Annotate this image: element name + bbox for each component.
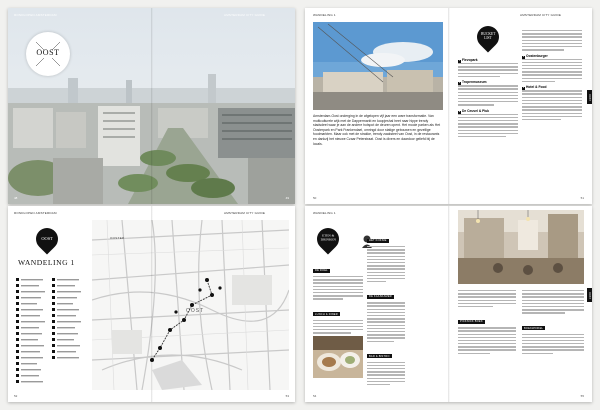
legend-entries [16,278,86,390]
spread-wandeling-map[interactable] [8,206,295,402]
running-header-right: AMSTERDAM CITY GUIDE [520,13,562,17]
section-tag: HET KOKSIE [369,239,387,242]
spread-eten-drinken[interactable] [305,206,592,402]
entry-number: 3 [522,55,525,58]
bucket-list-label: BUCKET LIST [481,32,496,40]
food-photo [313,336,363,378]
restaurant-interior-photo [458,210,584,284]
section-tag: LUNCH & DINER [315,312,338,316]
eten-drinken-label: ETEN & DRINKEN [320,234,336,242]
page-gutter [151,8,153,204]
right-page [450,206,592,402]
column-right-a [458,290,516,356]
entry-title: Flevopark [462,58,478,62]
running-header-left: WANDELING 1 [313,13,336,17]
page-number-right: 49 [285,196,289,200]
entry-number: 4 [458,110,461,113]
oost-pin-label: OOST [41,235,53,241]
left-page [8,206,88,402]
legend-list [16,278,86,395]
page-number-right: 55 [580,394,584,398]
entry-title: Oostenburger [526,53,548,58]
page-number-left: 50 [313,196,317,200]
eten-drinken-pin [312,223,343,254]
page-number-left: 52 [14,394,18,398]
badge-label: OOST [36,48,60,57]
oost-badge [26,32,70,76]
section-tag: DE KAASKAMER [369,295,392,299]
running-header-left: WANDELING 1 [313,211,336,215]
walking-route-map[interactable] [92,220,289,390]
spread-oost-intro[interactable] [305,8,592,204]
street-label: OOSTER [110,236,125,240]
intro-text: Amsterdam-Oost onderging in de afgelopen vijf jaar een ware transformatie. Van multiculturele wijk met de Dappermarkt en koopjeshal heet naar hippe trendy stadsdeel waar je aan de andere hotspot de deuren opent. Het mooie parken als Het Oosterpark en Park Frankendael, omringd door statige gebouwen en gezellige foodmarkten. Maar ook met de strakke, trendy zaaksteel van Oost, in de restaurants en dankzij het nieuwe Czaar Peterstraat. Oost is divers en daardoor geliefd bij de locals. [313,114,441,146]
column-mid [367,228,405,387]
running-header-right: AMSTERDAM CITY GUIDE [224,211,266,215]
street-label: OOST [186,308,205,314]
column-left [313,258,363,335]
bucket-list-pin [472,21,503,52]
spread-oost-cityscape[interactable] [8,8,295,204]
right-page [450,8,592,204]
section-tab: OOST [587,288,592,302]
walk-title: WANDELING 1 [18,258,75,267]
entries-column-left [458,58,518,139]
section-tag: BOEKWINKEL [524,326,544,330]
page-number-left: 48 [14,196,18,200]
page-gutter [151,206,153,402]
entry-title: Hotel & Food [526,85,547,90]
column-right-b [522,290,584,356]
entry-title: Tropenmuseum [462,80,487,85]
section-tag: DE ROEL [315,269,328,272]
left-page [305,206,448,402]
section-tab: OOST [587,90,592,104]
section-tag: BAR & BISTRO [369,354,390,358]
page-number-right: 53 [285,394,289,398]
entry-number: 2 [458,82,461,85]
page-number-right: 51 [580,196,584,200]
entries-column-right [522,30,582,122]
page-number-left: 54 [313,394,317,398]
running-header-right: AMSTERDAM CITY GUIDE [224,13,266,17]
entry-number: 5 [522,87,525,90]
running-header-left: RONDLOPEN AMSTERDAM [14,13,57,17]
section-tag: PICKNICK BOEK [460,320,483,324]
entry-number: 1 [458,60,461,62]
entry-title: De Ceuvel & Pluk [462,108,490,113]
left-page [305,8,448,204]
harbour-photo [313,22,443,110]
running-header-left: RONDLOPEN AMSTERDAM [14,211,57,215]
oost-pin [31,223,62,254]
